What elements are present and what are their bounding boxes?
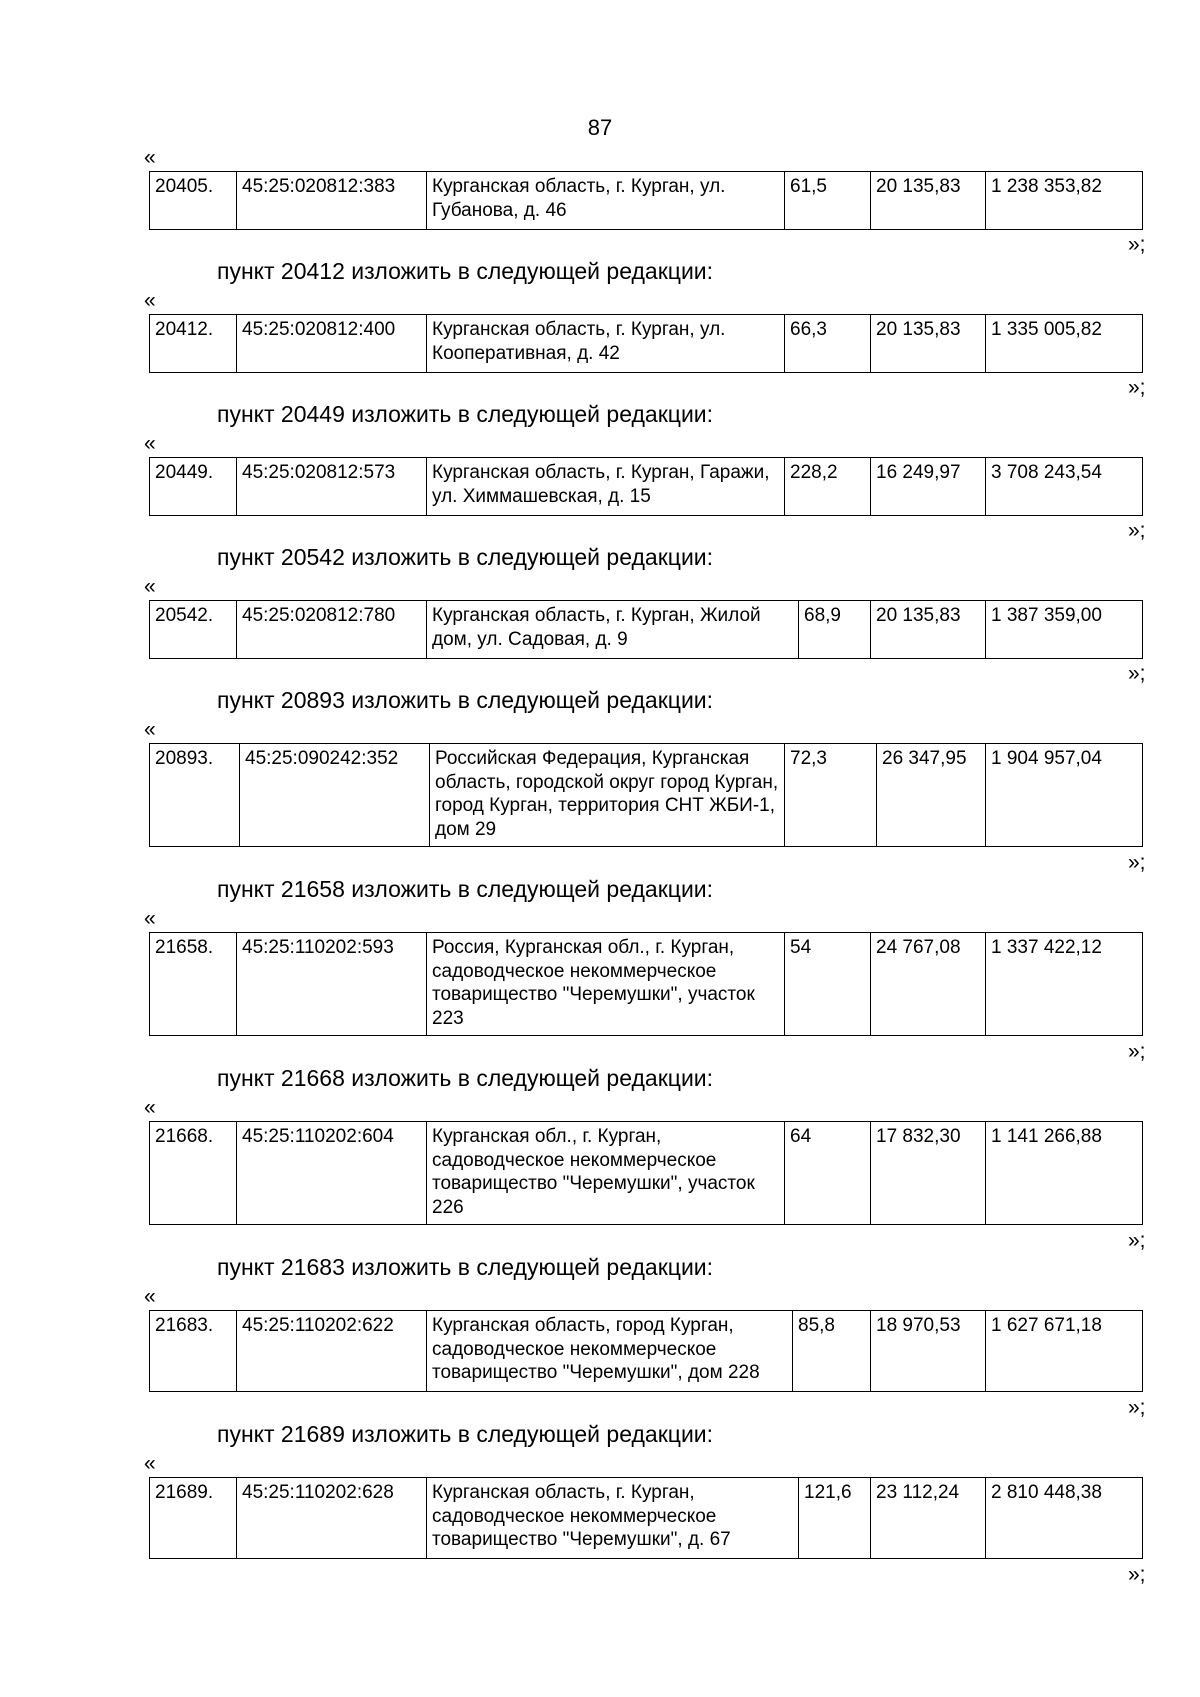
unit-price: 23 112,24 <box>870 1478 985 1558</box>
open-quote: « <box>144 146 156 169</box>
close-quote: »; <box>1128 1396 1146 1419</box>
address: Российская Федерация, Курганская область, городской округ город Курган, город Курган, территория СНТ ЖБИ-1, дом 29 <box>429 744 784 846</box>
row-number: 21668. <box>155 1126 214 1147</box>
open-quote: « <box>144 1285 156 1308</box>
close-quote: »; <box>1128 1040 1146 1063</box>
cadastral-number: 45:25:020812:573 <box>236 458 426 515</box>
close-quote: »; <box>1128 376 1146 399</box>
open-quote: « <box>144 1452 156 1475</box>
area: 121,6 <box>798 1478 870 1558</box>
area: 54 <box>784 933 870 1035</box>
unit-price: 26 347,95 <box>876 744 985 846</box>
table-row <box>149 1477 1143 1559</box>
address: Курганская область, г. Курган, садоводческое некоммерческое товарищество "Черемушки", д. 67 <box>426 1478 798 1558</box>
area: 61,5 <box>784 172 870 229</box>
address: Курганская область, г. Курган, ул. Губанова, д. 46 <box>426 172 784 229</box>
unit-price: 16 249,97 <box>870 458 985 515</box>
cadastral-number: 45:25:110202:604 <box>236 1122 426 1224</box>
total-value: 1 337 422,12 <box>985 933 1142 1035</box>
total-value: 1 141 266,88 <box>985 1122 1142 1224</box>
area: 85,8 <box>792 1311 870 1391</box>
total-value: 2 810 448,38 <box>985 1478 1142 1558</box>
close-quote: »; <box>1128 662 1146 685</box>
amendment-instruction: пункт 21658 изложить в следующей редакции: <box>217 876 714 902</box>
unit-price: 18 970,53 <box>870 1311 985 1391</box>
unit-price: 17 832,30 <box>870 1122 985 1224</box>
close-quote: »; <box>1128 1229 1146 1252</box>
row-number: 21683. <box>155 1315 214 1336</box>
unit-price: 20 135,83 <box>870 601 985 658</box>
table-row <box>149 457 1143 516</box>
amendment-instruction: пункт 21683 изложить в следующей редакции: <box>217 1254 714 1280</box>
amendment-instruction: пункт 21689 изложить в следующей редакции: <box>217 1421 714 1447</box>
address: Курганская обл., г. Курган, садоводческое некоммерческое товарищество "Черемушки", участок 226 <box>426 1122 784 1224</box>
open-quote: « <box>144 432 156 455</box>
total-value: 1 387 359,00 <box>985 601 1142 658</box>
total-value: 1 904 957,04 <box>985 744 1142 846</box>
table-row <box>149 314 1143 373</box>
total-value: 1 238 353,82 <box>985 172 1142 229</box>
open-quote: « <box>144 575 156 598</box>
open-quote: « <box>144 718 156 741</box>
total-value: 1 627 671,18 <box>985 1311 1142 1391</box>
amendment-instruction: пункт 20542 изложить в следующей редакции: <box>217 544 714 570</box>
address: Курганская область, г. Курган, Гаражи, ул. Химмашевская, д. 15 <box>426 458 784 515</box>
table-row <box>149 600 1143 659</box>
table-row <box>149 1310 1143 1392</box>
row-number: 20449. <box>155 462 214 483</box>
row-number: 20412. <box>155 319 214 340</box>
area: 228,2 <box>784 458 870 515</box>
cadastral-number: 45:25:110202:622 <box>236 1311 426 1391</box>
row-number: 20542. <box>155 605 214 626</box>
amendment-instruction: пункт 20893 изложить в следующей редакции: <box>217 687 714 713</box>
table-row <box>149 1121 1143 1225</box>
close-quote: »; <box>1128 233 1146 256</box>
unit-price: 20 135,83 <box>870 172 985 229</box>
close-quote: »; <box>1128 519 1146 542</box>
unit-price: 20 135,83 <box>870 315 985 372</box>
area: 72,3 <box>784 744 876 846</box>
cadastral-number: 45:25:020812:780 <box>236 601 426 658</box>
cadastral-number: 45:25:020812:400 <box>236 315 426 372</box>
row-number: 21658. <box>155 937 214 958</box>
close-quote: »; <box>1128 851 1146 874</box>
address: Курганская область, г. Курган, ул. Кооперативная, д. 42 <box>426 315 784 372</box>
table-row <box>149 171 1143 230</box>
row-number: 20405. <box>155 176 214 197</box>
address: Россия, Курганская обл., г. Курган, садоводческое некоммерческое товарищество "Черемушки", участок 223 <box>426 933 784 1035</box>
amendment-instruction: пункт 20412 изложить в следующей редакции: <box>217 258 714 284</box>
table-row <box>149 743 1143 847</box>
cadastral-number: 45:25:020812:383 <box>236 172 426 229</box>
address: Курганская область, г. Курган, Жилой дом, ул. Садовая, д. 9 <box>426 601 798 658</box>
amendment-instruction: пункт 20449 изложить в следующей редакции: <box>217 401 714 427</box>
cadastral-number: 45:25:090242:352 <box>239 744 429 846</box>
row-number: 21689. <box>155 1482 214 1503</box>
open-quote: « <box>144 1096 156 1119</box>
table-row <box>149 932 1143 1036</box>
amendment-instruction: пункт 21668 изложить в следующей редакции: <box>217 1065 714 1091</box>
row-number: 20893. <box>155 748 214 769</box>
total-value: 3 708 243,54 <box>985 458 1142 515</box>
address: Курганская область, город Курган, садоводческое некоммерческое товарищество "Черемушки", дом 228 <box>426 1311 792 1391</box>
area: 64 <box>784 1122 870 1224</box>
close-quote: »; <box>1128 1563 1146 1586</box>
unit-price: 24 767,08 <box>870 933 985 1035</box>
cadastral-number: 45:25:110202:628 <box>236 1478 426 1558</box>
area: 66,3 <box>784 315 870 372</box>
open-quote: « <box>144 907 156 930</box>
page-number: 87 <box>587 115 613 140</box>
cadastral-number: 45:25:110202:593 <box>236 933 426 1035</box>
total-value: 1 335 005,82 <box>985 315 1142 372</box>
open-quote: « <box>144 289 156 312</box>
area: 68,9 <box>798 601 870 658</box>
